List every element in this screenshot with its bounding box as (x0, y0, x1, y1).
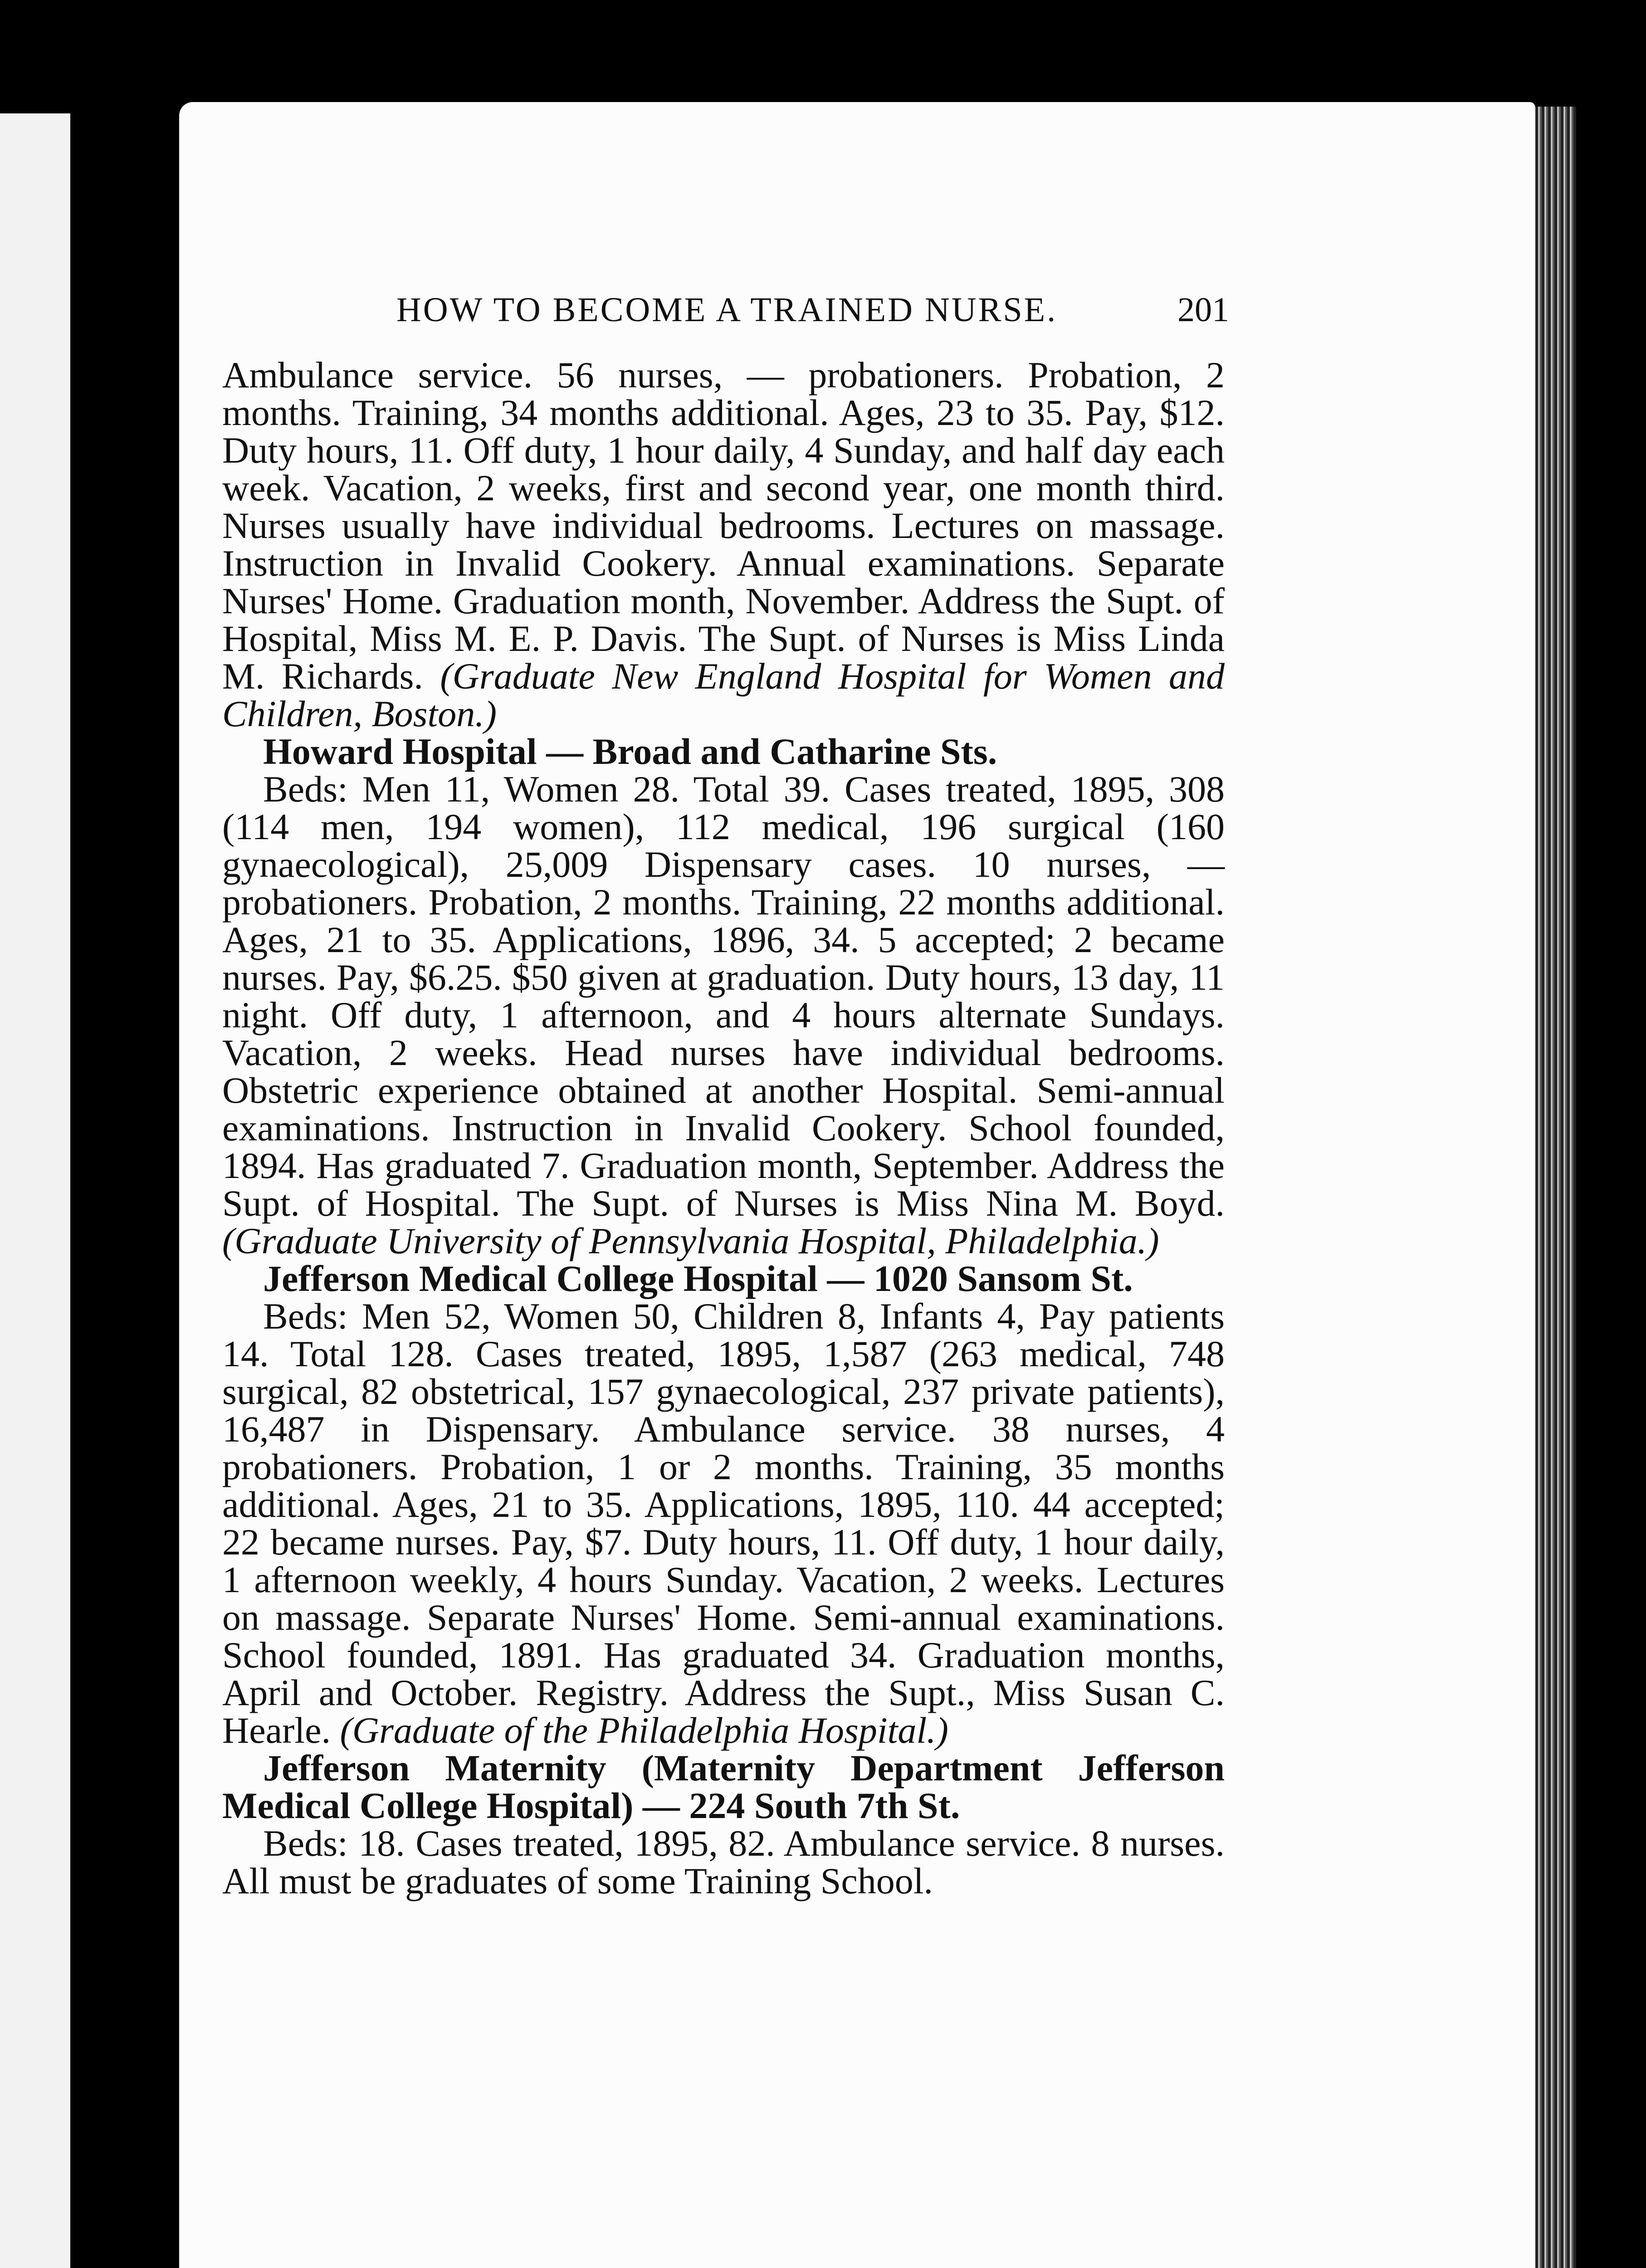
paragraph-jefferson-maternity (222, 1824, 1225, 1900)
paragraph-text: Beds: Men 52, Women 50, Children 8, Infants 4, Pay patients 14. Total 128. Cases treated, 1895, 1,587 (263 medical, 748 surgical, 82 obstetrical, 157 gynaecological, 237 private patients), 16,487 in Dispensary. Ambulance service. 38 nurses, 4 probationers. Probation, 1 or 2 months. Training, 35 months additional. Ages, 21 to 35. Applications, 1895, 110. 44 accepted; 22 became nurses. Pay, $7. Duty hours, 11. Off duty, 1 hour daily, 1 afternoon weekly, 4 hours Sunday. Vacation, 2 weeks. Lectures on massage. Separate Nurses' Home. Semi-annual examinations. School founded, 1891. Has graduated 34. Graduation months, April and October. Registry. Address the Supt., Miss Susan C. Hearle. (222, 1295, 1225, 1751)
paragraph-continued (222, 356, 1225, 733)
paragraph-text: Beds: 18. Cases treated, 1895, 82. Ambulance service. 8 nurses. All must be graduates of some Training School. (222, 1823, 1225, 1901)
paragraph-text: Beds: Men 11, Women 28. Total 39. Cases treated, 1895, 308 (114 men, 194 women), 112 medical, 196 surgical (160 gynaecological), 25,009 Dispensary cases. 10 nurses, — probationers. Probation, 2 months. Training, 22 months additional. Ages, 21 to 35. Applications, 1896, 34. 5 accepted; 2 became nurses. Pay, $6.25. $50 given at graduation. Duty hours, 13 day, 11 night. Off duty, 1 afternoon, and 4 hours alternate Sundays. Vacation, 2 weeks. Head nurses have individual bedrooms. Obstetric experience obtained at another Hospital. Semi-annual examinations. Instruction in Invalid Cookery. School founded, 1894. Has graduated 7. Graduation month, September. Address the Supt. of Hospital. The Supt. of Nurses is Miss Nina M. Boyd. (222, 768, 1225, 1224)
body-text (222, 356, 1225, 1900)
paragraph-text: Ambulance service. 56 nurses, — probationers. Probation, 2 months. Training, 34 months additional. Ages, 23 to 35. Pay, $12. Duty hours, 11. Off duty, 1 hour daily, 4 Sunday, and half day each week. Vacation, 2 weeks, first and second year, one month third. Nurses usually have individual bedrooms. Lectures on massage. Instruction in Invalid Cookery. Annual examinations. Separate Nurses' Home. Graduation month, November. Address the Supt. of Hospital, Miss M. E. P. Davis. The Supt. of Nurses is Miss Linda M. Richards. (222, 354, 1225, 697)
page-number: 201 (1177, 291, 1229, 329)
paragraph-jefferson (222, 1297, 1225, 1749)
page-edge (1535, 107, 1576, 2268)
graduate-credit: (Graduate New England Hospital for Women and Children, Boston.) (222, 655, 1225, 734)
graduate-credit: (Graduate of the Philadelphia Hospital.) (340, 1710, 948, 1751)
hospital-heading-howard: Howard Hospital — Broad and Catharine Sts. (263, 731, 997, 772)
left-margin-strip (0, 113, 70, 2268)
paragraph-howard (222, 770, 1225, 1260)
running-head: HOW TO BECOME A TRAINED NURSE. (396, 291, 1058, 329)
hospital-heading-jefferson-maternity: Jefferson Maternity (Maternity Department Jefferson Medical College Hospital) — 224 South 7th St. (222, 1747, 1225, 1826)
hospital-heading-jefferson: Jefferson Medical College Hospital — 1020 Sansom St. (263, 1258, 1133, 1299)
graduate-credit: (Graduate University of Pennsylvania Hospital, Philadelphia.) (222, 1220, 1159, 1261)
